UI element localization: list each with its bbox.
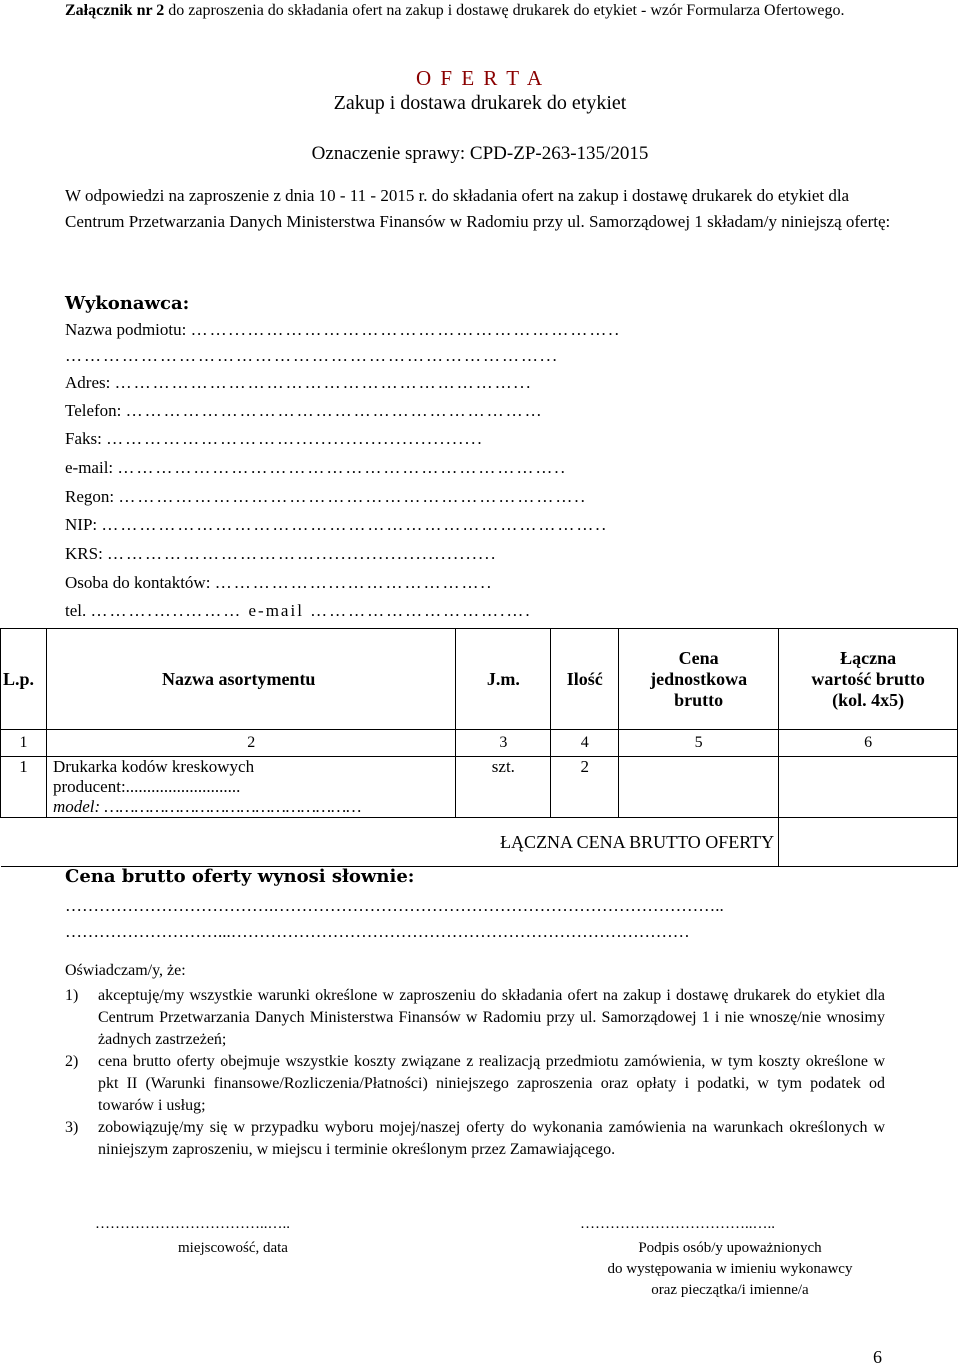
field-address[interactable]: Adres: ………………………………………………………... (65, 373, 533, 392)
price-in-words-line-2[interactable]: ………………………...……………………………………………………………………… (65, 922, 690, 941)
field-company-name[interactable]: Nazwa podmiotu: ……...………………………………………………….. (65, 320, 621, 339)
price-in-words-line-1[interactable]: ……………………………….…………………………………………………………………….. (65, 896, 724, 915)
declaration-item (65, 1051, 885, 1117)
table-sum-row (1, 818, 958, 867)
row-lp: 1 (1, 757, 47, 818)
declaration-heading: Oświadczam/y, że: (65, 962, 186, 979)
offer-subtitle: Zakup i dostawa drukarek do etykiet (333, 92, 627, 114)
page-number: 6 (873, 1347, 882, 1367)
declaration-text: zobowiązuję/my się w przypadku wyboru mojej/naszej oferty do wykonania zamówienia na warunkach określonych w niniejszym zaproszeniu, w miejscu i terminie określonym przez Zamawiającego. (98, 1119, 885, 1158)
signature-dots[interactable]: ……………………………..….. (580, 1216, 775, 1232)
header-lp: L.p. (1, 629, 47, 730)
row-producer-field[interactable]: producent:........................... (52, 777, 241, 796)
sum-total-cell[interactable] (779, 818, 958, 867)
col-num: 2 (46, 730, 455, 757)
field-contact-phone-email[interactable]: tel. ……….…..……… e-mail ………………………….…. (65, 601, 532, 620)
table-number-row (1, 730, 958, 757)
intro-paragraph: W odpowiedzi na zaproszenie z dnia 10 - 11 - 2015 r. do składania ofert na zakup i dostawę drukarek do etykiet dla Centrum Przetwarzania Danych Ministerstwa Finansów w Radomiu przy ul. Samorządowej 1 składam/y niniejszą ofertę: (65, 186, 891, 231)
signature-label-2: do występowania w imieniu wykonawcy (607, 1261, 853, 1277)
table-header-row (1, 629, 958, 730)
field-email[interactable]: e-mail: …………………………………………………………….. (65, 458, 567, 477)
attachment-number: Załącznik nr 2 (65, 2, 165, 19)
col-num: 5 (619, 730, 779, 757)
attachment-description: do zaproszenia do składania ofert na zakup i dostawę drukarek do etykiet - wzór Formularza Ofertowego. (164, 2, 845, 19)
col-num: 4 (551, 730, 619, 757)
table-row (1, 757, 958, 818)
row-item-name: Drukarka kodów kreskowych (52, 757, 255, 776)
col-num: 1 (1, 730, 47, 757)
header-qty: Ilość (551, 629, 619, 730)
offer-title: O F E R T A (415, 66, 544, 90)
col-num: 3 (456, 730, 551, 757)
row-item (46, 757, 455, 818)
row-model-field[interactable]: model: …………………………………………… (52, 797, 362, 816)
price-in-words-heading: Cena brutto oferty wynosi słownie: (65, 866, 415, 887)
signature-label-1: Podpis osób/y upoważnionych (638, 1240, 822, 1256)
declaration-number: 2) (65, 1053, 79, 1070)
field-fax[interactable]: Faks: ………………………….............................. (65, 429, 484, 448)
col-num: 6 (779, 730, 958, 757)
row-unit-price-cell[interactable] (619, 757, 779, 818)
declaration-item (65, 985, 885, 1051)
field-contact-person[interactable]: Osoba do kontaktów: ………………...………………….. (65, 573, 493, 592)
row-qty: 2 (551, 757, 619, 818)
row-unit: szt. (456, 757, 551, 818)
header-name: Nazwa asortymentu (46, 629, 455, 730)
signature-label-3: oraz pieczątka/i imienne/a (651, 1282, 809, 1298)
offer-table (0, 628, 958, 867)
header-total: Łączna wartość brutto (kol. 4x5) (779, 629, 958, 730)
place-date-dots[interactable]: ……………………………..….. (95, 1216, 290, 1232)
declaration-number: 3) (65, 1119, 79, 1136)
sum-label: ŁĄCZNA CENA BRUTTO OFERTY (1, 818, 779, 867)
signature-block (560, 1214, 900, 1301)
field-regon[interactable]: Regon: ……………………………………………………………….. (65, 487, 587, 506)
row-total-cell[interactable] (779, 757, 958, 818)
declaration-text: akceptuję/my wszystkie warunki określone w zaproszeniu do składania ofert na zakup i dostawę drukarek do etykiet dla Centrum Przetwarzania Danych Ministerstwa Finansów w Radomiu przy ul. Samorządowej 1 i nie wnoszę/nie wnosimy żadnych zastrzeżeń; (98, 987, 885, 1048)
declaration-text: cena brutto oferty obejmuje wszystkie koszty związane z realizacją przedmiotu zamówienia, w tym koszty określone w pkt II (Warunki finansowe/Rozliczenia/Płatności) niniejszego zaproszenia oraz opłaty i podatki, w tym podatek od towarów i usług; (98, 1053, 885, 1114)
field-phone[interactable]: Telefon: ………………………………………………………… (65, 401, 544, 420)
field-krs[interactable]: KRS: ……………………………............................. (65, 544, 498, 563)
field-nip[interactable]: NIP: …………………………………………………………………….. (65, 515, 608, 534)
field-company-name-cont[interactable]: …………………………………………………………………... (65, 346, 559, 365)
place-date-label: miejscowość, data (178, 1240, 288, 1256)
contractor-heading: Wykonawca: (65, 293, 190, 314)
case-number: Oznaczenie sprawy: CPD-ZP-263-135/2015 (311, 143, 649, 164)
header-unit: J.m. (456, 629, 551, 730)
declaration-list (65, 985, 885, 1161)
declaration-item (65, 1117, 885, 1161)
header-unit-price: Cena jednostkowa brutto (619, 629, 779, 730)
place-date-block (90, 1214, 410, 1259)
attachment-header (65, 0, 955, 22)
declaration-number: 1) (65, 987, 79, 1004)
